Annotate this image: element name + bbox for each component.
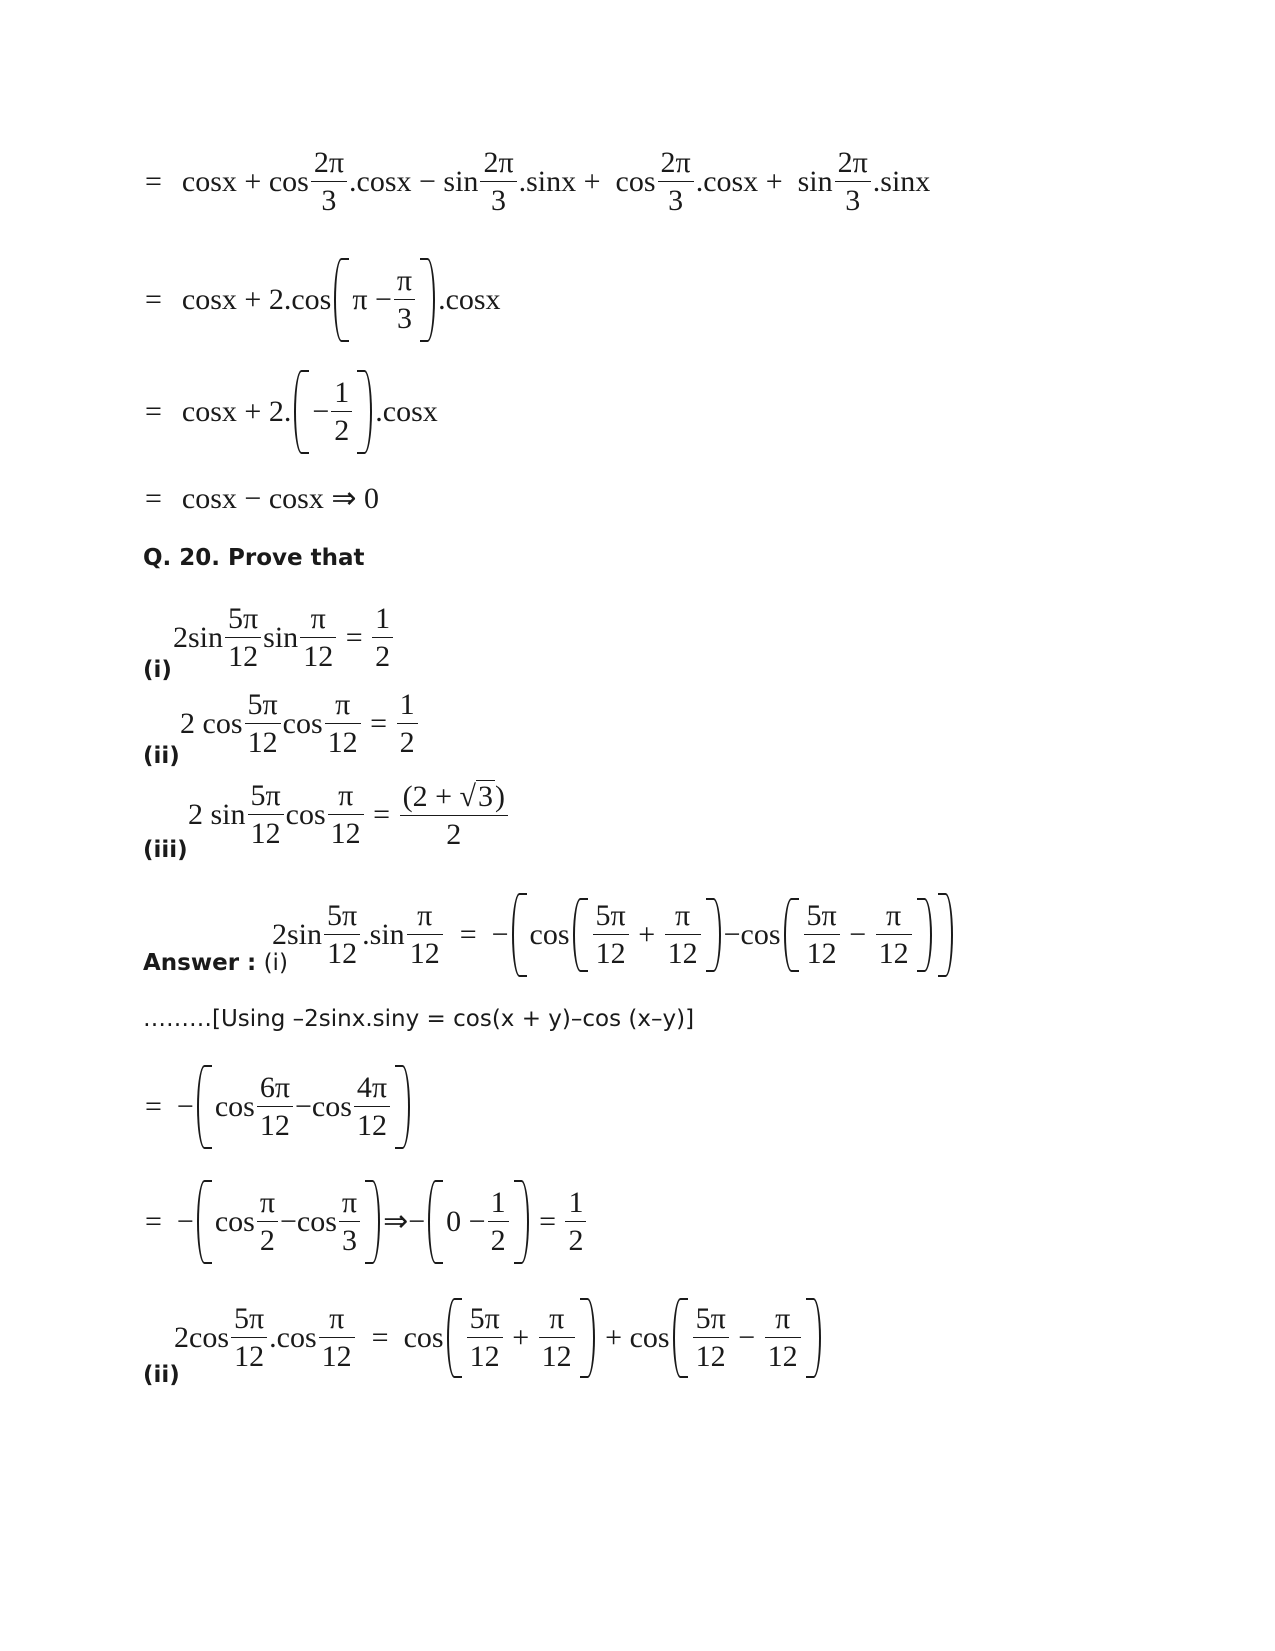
numerator: π bbox=[338, 779, 354, 812]
fraction bbox=[311, 148, 347, 216]
answer-part-label-ii: (ii) bbox=[143, 1362, 180, 1388]
math-term: sin bbox=[263, 621, 299, 654]
denominator: 12 bbox=[407, 934, 443, 969]
right-paren bbox=[580, 1298, 595, 1378]
fraction bbox=[225, 604, 261, 672]
minus-sign: − bbox=[176, 1205, 194, 1238]
question-title: Q. 20. Prove that bbox=[143, 545, 365, 571]
numerator: 1 bbox=[399, 688, 415, 721]
numerator: 5π bbox=[250, 779, 281, 812]
math-term: 2sin bbox=[272, 918, 323, 951]
minus-sign: − bbox=[312, 395, 330, 428]
fraction bbox=[565, 1188, 586, 1256]
denominator: 2 bbox=[331, 411, 352, 446]
left-paren bbox=[573, 898, 588, 972]
fraction bbox=[394, 266, 415, 334]
right-paren bbox=[357, 370, 372, 454]
denominator: 12 bbox=[225, 637, 261, 672]
math-term: ) bbox=[494, 780, 505, 813]
equals-sign: = bbox=[373, 798, 391, 831]
minus-sign: − bbox=[491, 918, 509, 951]
numerator: 5π bbox=[247, 688, 278, 721]
denominator: 12 bbox=[693, 1337, 729, 1372]
numerator: 5π bbox=[695, 1302, 726, 1335]
part-label-i: (i) bbox=[143, 657, 172, 683]
math-term: cos bbox=[214, 1090, 255, 1123]
fraction bbox=[324, 901, 360, 969]
fraction bbox=[407, 901, 443, 969]
left-paren bbox=[294, 370, 309, 454]
math-term: .cosx bbox=[695, 165, 759, 198]
equals-sign: = bbox=[370, 707, 388, 740]
denominator: 12 bbox=[328, 814, 364, 849]
answer-step-2 bbox=[145, 1180, 588, 1264]
fraction bbox=[765, 1304, 801, 1372]
math-term: .cosx bbox=[438, 283, 501, 316]
denominator: 2 bbox=[488, 1221, 509, 1256]
denominator: 12 bbox=[765, 1337, 801, 1372]
fraction bbox=[354, 1073, 390, 1141]
fraction bbox=[480, 148, 516, 216]
equals-sign: = bbox=[145, 482, 162, 515]
fraction bbox=[835, 148, 871, 216]
equals-sign: = bbox=[145, 1090, 162, 1123]
math-term: cos bbox=[285, 798, 326, 831]
plus-sign: + bbox=[583, 165, 601, 198]
numerator: 5π bbox=[469, 1302, 500, 1335]
answer-part-label: (i) bbox=[263, 950, 288, 976]
numerator: 4π bbox=[356, 1071, 388, 1104]
math-term: −cos bbox=[295, 1090, 352, 1123]
question-expr-iii bbox=[188, 780, 510, 850]
denominator: 3 bbox=[658, 181, 694, 216]
numerator: π bbox=[775, 1302, 791, 1335]
fraction bbox=[658, 148, 694, 216]
math-term: .cosx bbox=[375, 395, 438, 428]
numerator: 5π bbox=[234, 1302, 265, 1335]
right-paren bbox=[706, 898, 721, 972]
fraction bbox=[593, 901, 629, 969]
math-term: 2sin bbox=[173, 621, 224, 654]
part-label-ii: (ii) bbox=[143, 743, 180, 769]
fraction bbox=[397, 690, 418, 758]
denominator: 12 bbox=[324, 934, 360, 969]
left-paren bbox=[673, 1298, 688, 1378]
math-term: cosx − cosx ⇒ 0 bbox=[181, 482, 379, 515]
math-term: (2 + bbox=[402, 780, 460, 813]
fraction bbox=[488, 1188, 509, 1256]
numerator: 6π bbox=[259, 1071, 290, 1104]
numerator bbox=[400, 780, 508, 815]
math-term: .sinx bbox=[872, 165, 931, 198]
answer-label: Answer : bbox=[143, 950, 257, 976]
math-term: .cos bbox=[269, 1321, 317, 1354]
equals-sign: = bbox=[371, 1321, 389, 1354]
radicand: 3 bbox=[477, 780, 493, 813]
equation-line-4 bbox=[145, 484, 379, 514]
fraction bbox=[248, 781, 284, 849]
math-term: cos bbox=[282, 707, 323, 740]
fraction bbox=[539, 1304, 575, 1372]
minus-sign: − bbox=[419, 165, 436, 198]
fraction bbox=[325, 690, 361, 758]
fraction bbox=[257, 1188, 278, 1256]
equals-sign: = bbox=[459, 918, 477, 951]
numerator: 1 bbox=[490, 1186, 506, 1219]
answer-step-1 bbox=[145, 1065, 413, 1149]
equals-sign: = bbox=[145, 1205, 162, 1238]
numerator: 2π bbox=[313, 146, 344, 179]
math-term: 0 − bbox=[446, 1205, 486, 1238]
question-expr-i bbox=[173, 604, 395, 672]
question-expr-ii bbox=[180, 690, 420, 758]
identity-note: ………[Using –2sinx.siny = cos(x + y)–cos (x–y)] bbox=[143, 1006, 695, 1032]
right-paren bbox=[514, 1180, 529, 1264]
numerator: π bbox=[549, 1302, 565, 1335]
denominator: 12 bbox=[248, 814, 284, 849]
minus-sign: − bbox=[408, 1205, 426, 1238]
left-paren bbox=[197, 1065, 212, 1149]
part-label-iii: (iii) bbox=[143, 837, 188, 863]
denominator: 12 bbox=[245, 723, 281, 758]
plus-sign: + bbox=[605, 1321, 623, 1354]
math-term: −cos bbox=[723, 918, 781, 951]
right-paren bbox=[420, 258, 435, 342]
answer-expr-ii bbox=[174, 1298, 824, 1378]
numerator: 5π bbox=[595, 899, 626, 932]
math-term: .sinx bbox=[518, 165, 577, 198]
math-term: 2cos bbox=[174, 1321, 229, 1354]
fraction bbox=[328, 781, 364, 849]
fraction bbox=[804, 901, 840, 969]
denominator: 2 bbox=[257, 1221, 278, 1256]
fraction bbox=[257, 1073, 293, 1141]
equals-sign: = bbox=[345, 621, 363, 654]
fraction bbox=[693, 1304, 729, 1372]
math-term: cosx + 2. bbox=[181, 395, 292, 428]
equation-line-2 bbox=[145, 258, 501, 342]
denominator: 12 bbox=[665, 934, 701, 969]
math-term: cosx bbox=[181, 165, 237, 198]
right-paren bbox=[917, 898, 932, 972]
plus-sign: + bbox=[765, 165, 783, 198]
denominator: 2 bbox=[400, 815, 508, 850]
denominator: 12 bbox=[804, 934, 840, 969]
math-term: cos bbox=[629, 1321, 670, 1354]
math-term: cos bbox=[268, 165, 309, 198]
denominator: 2 bbox=[397, 723, 418, 758]
sqrt-sign: √ bbox=[459, 780, 476, 813]
math-term: cos bbox=[529, 918, 570, 951]
fraction bbox=[339, 1188, 360, 1256]
right-paren bbox=[938, 893, 953, 977]
numerator: π bbox=[675, 899, 691, 932]
denominator: 12 bbox=[231, 1337, 267, 1372]
answer-expr-i bbox=[272, 893, 956, 977]
numerator: 1 bbox=[334, 376, 350, 409]
equals-sign: = bbox=[145, 165, 162, 198]
numerator: 5π bbox=[806, 899, 837, 932]
fraction bbox=[331, 378, 352, 446]
denominator: 12 bbox=[354, 1106, 390, 1141]
plus-sign: + bbox=[244, 165, 262, 198]
plus-sign: + bbox=[638, 918, 656, 951]
numerator: 1 bbox=[568, 1186, 584, 1219]
left-paren bbox=[447, 1298, 462, 1378]
numerator: π bbox=[341, 1186, 358, 1219]
math-term: cosx + 2.cos bbox=[181, 283, 332, 316]
denominator: 12 bbox=[539, 1337, 575, 1372]
equals-sign: = bbox=[539, 1205, 556, 1238]
math-term: sin bbox=[797, 165, 833, 198]
numerator: 2π bbox=[660, 146, 691, 179]
minus-sign: − bbox=[738, 1321, 756, 1354]
denominator: 3 bbox=[311, 181, 347, 216]
numerator: π bbox=[310, 602, 326, 635]
fraction bbox=[245, 690, 281, 758]
left-paren bbox=[784, 898, 799, 972]
denominator: 12 bbox=[593, 934, 629, 969]
minus-sign: − bbox=[176, 1090, 194, 1123]
denominator: 12 bbox=[300, 637, 336, 672]
implies-sign: ⇒ bbox=[383, 1205, 409, 1238]
answer-heading bbox=[143, 950, 288, 976]
equals-sign: = bbox=[145, 395, 162, 428]
fraction bbox=[319, 1304, 355, 1372]
fraction bbox=[876, 901, 912, 969]
denominator: 3 bbox=[394, 299, 415, 334]
fraction bbox=[467, 1304, 503, 1372]
numerator: π bbox=[335, 688, 351, 721]
right-paren bbox=[395, 1065, 410, 1149]
math-term: −cos bbox=[280, 1205, 337, 1238]
numerator: 2π bbox=[483, 146, 514, 179]
denominator: 12 bbox=[325, 723, 361, 758]
denominator: 2 bbox=[372, 637, 393, 672]
math-term: .cosx bbox=[349, 165, 412, 198]
denominator: 12 bbox=[319, 1337, 355, 1372]
fraction bbox=[300, 604, 336, 672]
numerator: π bbox=[417, 899, 433, 932]
math-term: cos bbox=[403, 1321, 444, 1354]
denominator: 3 bbox=[339, 1221, 360, 1256]
numerator: π bbox=[329, 1302, 345, 1335]
math-term: cos bbox=[214, 1205, 255, 1238]
math-term: .sin bbox=[362, 918, 405, 951]
numerator: π bbox=[396, 264, 413, 297]
left-paren bbox=[512, 893, 527, 977]
numerator: π bbox=[886, 899, 902, 932]
math-term: cos bbox=[615, 165, 656, 198]
left-paren bbox=[197, 1180, 212, 1264]
math-term: 2 cos bbox=[180, 707, 243, 740]
math-term: π − bbox=[352, 283, 392, 316]
denominator: 12 bbox=[876, 934, 912, 969]
math-term: 2 sin bbox=[188, 798, 246, 831]
denominator: 2 bbox=[565, 1221, 586, 1256]
numerator: 5π bbox=[228, 602, 259, 635]
fraction bbox=[665, 901, 701, 969]
fraction bbox=[372, 604, 393, 672]
numerator: 2π bbox=[837, 146, 868, 179]
denominator: 3 bbox=[835, 181, 871, 216]
math-term: sin bbox=[443, 165, 479, 198]
equation-line-1 bbox=[145, 148, 930, 216]
numerator: 1 bbox=[375, 602, 391, 635]
numerator: π bbox=[259, 1186, 275, 1219]
left-paren bbox=[334, 258, 349, 342]
minus-sign: − bbox=[849, 918, 867, 951]
right-paren bbox=[365, 1180, 380, 1264]
left-paren bbox=[428, 1180, 443, 1264]
fraction bbox=[231, 1304, 267, 1372]
plus-sign: + bbox=[512, 1321, 530, 1354]
fraction bbox=[400, 780, 508, 850]
denominator: 3 bbox=[480, 181, 516, 216]
numerator: 5π bbox=[327, 899, 358, 932]
equals-sign: = bbox=[145, 283, 162, 316]
equation-line-3 bbox=[145, 370, 438, 454]
denominator: 12 bbox=[467, 1337, 503, 1372]
denominator: 12 bbox=[257, 1106, 293, 1141]
right-paren bbox=[806, 1298, 821, 1378]
